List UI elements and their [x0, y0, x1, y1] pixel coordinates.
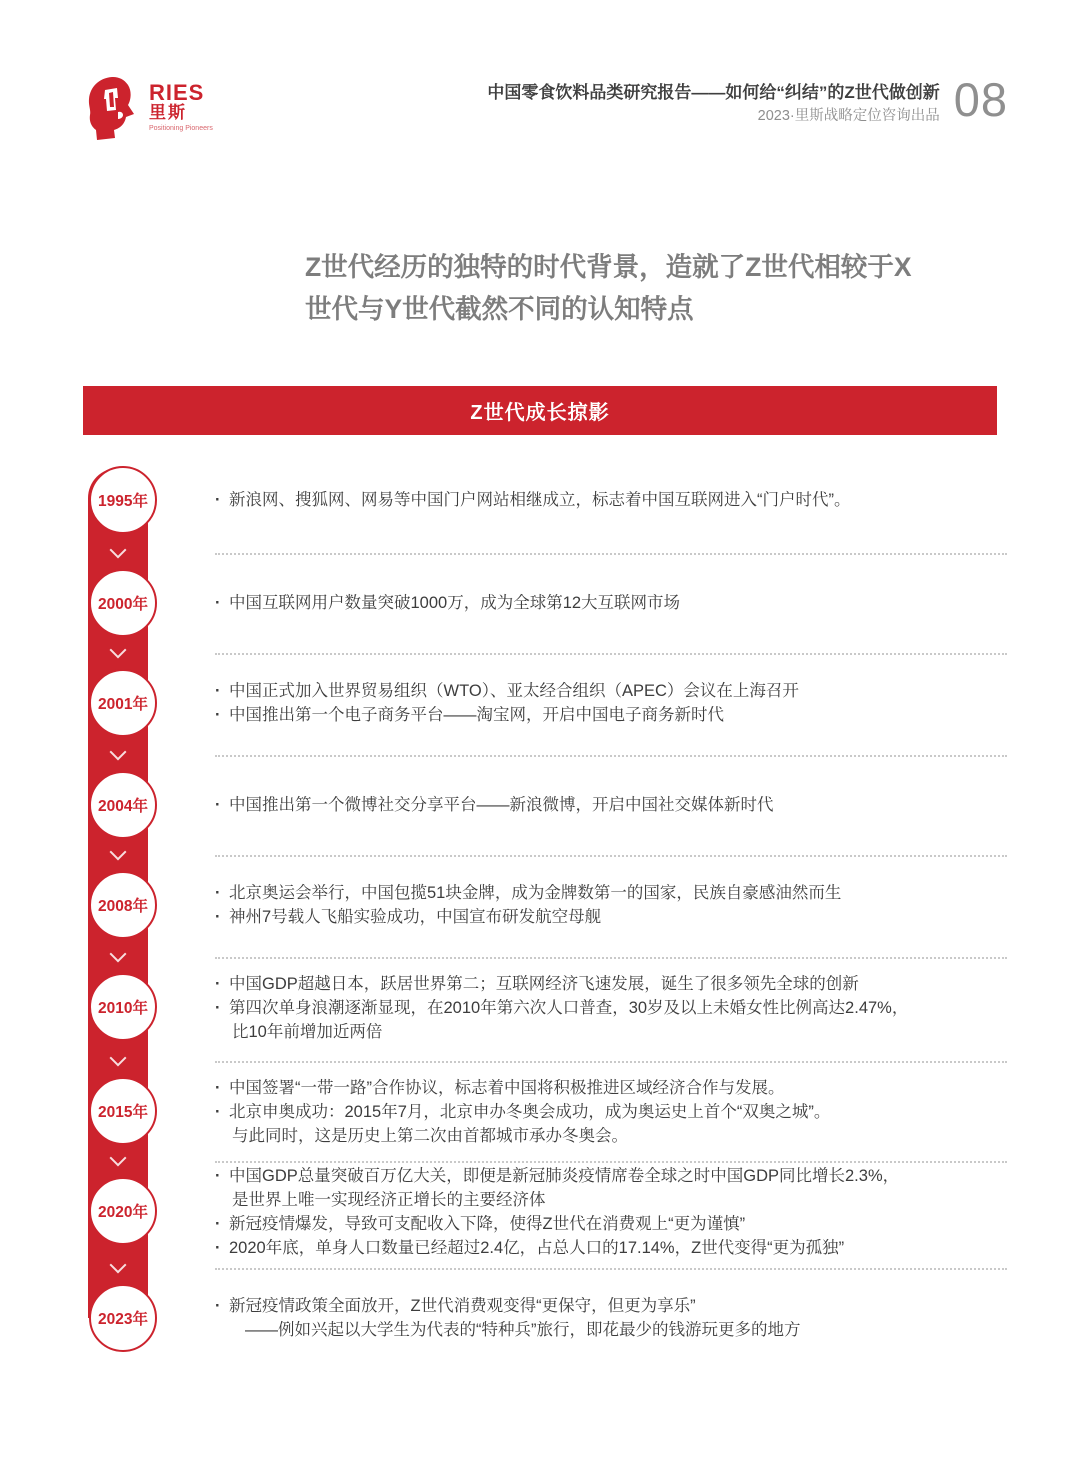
event-list [215, 770, 997, 840]
dotted-separator [215, 653, 1007, 655]
chevron-down-icon [109, 1261, 127, 1273]
event-text: · 中国推出第一个微博社交分享平台——新浪微博，开启中国社交媒体新时代 [215, 793, 997, 817]
event-text: · 中国正式加入世界贸易组织（WTO）、亚太经合组织（APEC）会议在上海召开 [215, 679, 997, 703]
timeline-row-1995 [83, 465, 997, 568]
event-list [215, 465, 997, 535]
event-text-continued: ——例如兴起以大学生为代表的“特种兵”旅行，即花最少的钱游玩更多的地方 [245, 1321, 801, 1339]
chevron-down-icon [109, 748, 127, 760]
event-list [215, 972, 997, 1044]
year-circle [89, 871, 157, 939]
event-text: · 新冠疫情爆发，导致可支配收入下降，使得Z世代在消费观上“更为谨慎” [215, 1212, 997, 1236]
year-circle [89, 771, 157, 839]
timeline-row-2010 [83, 972, 997, 1076]
chevron-down-icon [109, 646, 127, 658]
timeline-row-2001 [83, 668, 997, 770]
timeline-row-2008 [83, 870, 997, 972]
timeline-row-2020 [83, 1167, 997, 1283]
dotted-separator [215, 957, 1007, 959]
event-list [215, 870, 997, 940]
timeline-row-2004 [83, 770, 997, 870]
ries-head-icon [85, 76, 141, 142]
timeline-row-2023 [83, 1283, 997, 1383]
year-label: 2010年 [98, 1000, 148, 1017]
year-label: 2015年 [98, 1104, 148, 1121]
timeline-row-2015 [83, 1076, 997, 1176]
dotted-separator [215, 1061, 1007, 1063]
logo-tagline: Positioning Pioneers [149, 125, 213, 132]
chevron-down-icon [109, 1054, 127, 1066]
year-circle [89, 569, 157, 637]
section-heading: Z世代经历的独特的时代背景，造就了Z世代相较于X世代与Y世代截然不同的认知特点 [305, 252, 912, 324]
year-label: 2004年 [98, 798, 148, 815]
event-text: · 中国GDP总量突破百万亿大关，即便是新冠肺炎疫情席卷全球之时中国GDP同比增长2.3%， [215, 1164, 997, 1188]
chevron-down-icon [109, 1154, 127, 1166]
year-circle [89, 1177, 157, 1245]
event-list [215, 1076, 997, 1148]
event-text: · 北京申奥成功：2015年7月，北京申办冬奥会成功，成为奥运史上首个“双奥之城”。 [215, 1100, 997, 1124]
event-text: · 中国推出第一个电子商务平台——淘宝网，开启中国电子商务新时代 [215, 703, 997, 727]
event-text-continued: 是世界上唯一实现经济正增长的主要经济体 [232, 1191, 546, 1209]
event-text: · 新浪网、搜狐网、网易等中国门户网站相继成立，标志着中国互联网进入“门户时代”。 [215, 488, 997, 512]
event-list [215, 1283, 997, 1353]
logo-name-cn: 里斯 [149, 103, 187, 122]
event-text: · 第四次单身浪潮逐渐显现，在2010年第六次人口普查，30岁及以上未婚女性比例高达2.47%， [215, 996, 997, 1020]
event-text: · 北京奥运会举行，中国包揽51块金牌，成为金牌数第一的国家，民族自豪感油然而生 [215, 881, 997, 905]
chevron-down-icon [109, 950, 127, 962]
event-list [215, 568, 997, 638]
logo-name: RIES [149, 80, 205, 105]
timeline-banner: Z世代成长掠影 [83, 386, 997, 435]
year-circle [89, 973, 157, 1041]
event-list [215, 668, 997, 738]
dotted-separator [215, 1161, 1007, 1163]
dotted-separator [215, 755, 1007, 757]
page-number: 08 [953, 73, 1008, 126]
year-label: 2008年 [98, 898, 148, 915]
year-label: 2001年 [98, 696, 148, 713]
event-text: · 神州7号载人飞船实验成功，中国宣布研发航空母舰 [215, 905, 997, 929]
year-label: 2023年 [98, 1311, 148, 1328]
year-circle [89, 1077, 157, 1145]
header-titles [487, 76, 939, 126]
event-text: · 2020年底，单身人口数量已经超过2.4亿，占总人口的17.14%，Z世代变得“更为孤独” [215, 1236, 997, 1260]
event-text: · 中国互联网用户数量突破1000万，成为全球第12大互联网市场 [215, 591, 997, 615]
event-text-continued: 与此同时，这是历史上第二次由首都城市承办冬奥会。 [232, 1127, 628, 1145]
event-text: · 中国GDP超越日本，跃居世界第二；互联网经济飞速发展，诞生了很多领先全球的创新 [215, 972, 997, 996]
year-label: 2020年 [98, 1204, 148, 1221]
page-header [0, 0, 1080, 142]
timeline-row-2000 [83, 568, 997, 668]
year-circle [89, 669, 157, 737]
growth-timeline [83, 465, 997, 1383]
report-title: 中国零食饮料品类研究报告——如何给“纠结”的Z世代做创新 [487, 83, 940, 102]
year-circle [89, 1284, 157, 1352]
year-circle [89, 466, 157, 534]
dotted-separator [215, 553, 1007, 555]
ries-logo [85, 76, 213, 142]
chevron-down-icon [109, 848, 127, 860]
event-text: · 中国签署“一带一路”合作协议，标志着中国将积极推进区域经济合作与发展。 [215, 1076, 997, 1100]
year-label: 2000年 [98, 596, 148, 613]
year-label: 1995年 [98, 493, 148, 510]
logo-text [149, 76, 213, 134]
dotted-separator [215, 1268, 1007, 1270]
event-text-continued: 比10年前增加近两倍 [232, 1023, 383, 1041]
chevron-down-icon [109, 546, 127, 558]
report-subtitle: 2023·里斯战略定位咨询出品 [757, 108, 940, 124]
event-text: · 新冠疫情政策全面放开，Z世代消费观变得“更保守，但更为享乐” [215, 1294, 997, 1318]
dotted-separator [215, 855, 1007, 857]
event-list [215, 1164, 997, 1260]
